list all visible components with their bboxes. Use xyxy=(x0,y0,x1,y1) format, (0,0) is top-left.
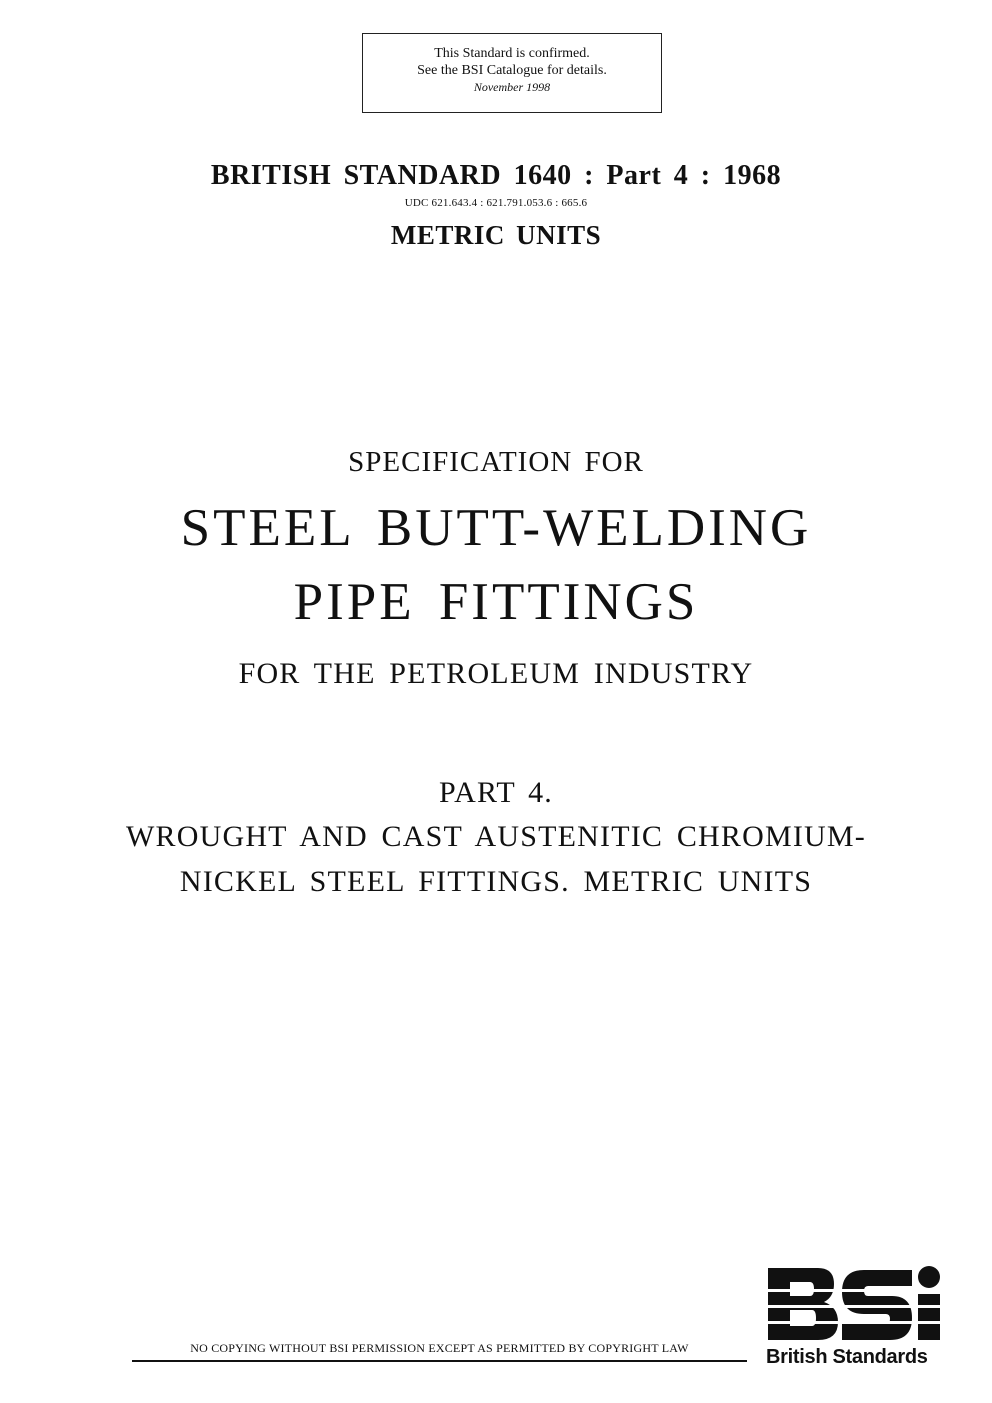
metric-units-heading: METRIC UNITS xyxy=(390,220,602,250)
confirmation-line-1: This Standard is confirmed. xyxy=(434,46,590,61)
confirmation-date: November 1998 xyxy=(473,80,551,94)
main-title-line-1: STEEL BUTT-WELDING xyxy=(180,499,812,557)
specification-prefix: SPECIFICATION FOR xyxy=(348,446,644,478)
bsi-logo-letter-b xyxy=(768,1268,838,1340)
confirmation-line-2: See the BSI Catalogue for details. xyxy=(417,63,607,78)
bsi-logo xyxy=(766,1264,944,1354)
bsi-logo-letter-i xyxy=(918,1266,940,1340)
standard-number-heading: BRITISH STANDARD 1640 : Part 4 : 1968 xyxy=(210,160,782,191)
part-description-line-1: WROUGHT AND CAST AUSTENITIC CHROMIUM- xyxy=(126,820,866,853)
udc-classification: UDC 621.643.4 : 621.791.053.6 : 665.6 xyxy=(404,197,588,209)
copyright-notice: NO COPYING WITHOUT BSI PERMISSION EXCEPT AS PERMITTED BY COPYRIGHT LAW xyxy=(132,1341,747,1362)
main-title-line-2: PIPE FITTINGS xyxy=(293,573,699,631)
part-description-line-2: NICKEL STEEL FITTINGS. METRIC UNITS xyxy=(179,865,813,898)
part-label: PART 4. xyxy=(439,776,553,809)
british-standards-brand: British Standards xyxy=(766,1346,928,1368)
confirmation-notice-box xyxy=(362,33,662,113)
industry-subtitle: FOR THE PETROLEUM INDUSTRY xyxy=(238,657,754,690)
